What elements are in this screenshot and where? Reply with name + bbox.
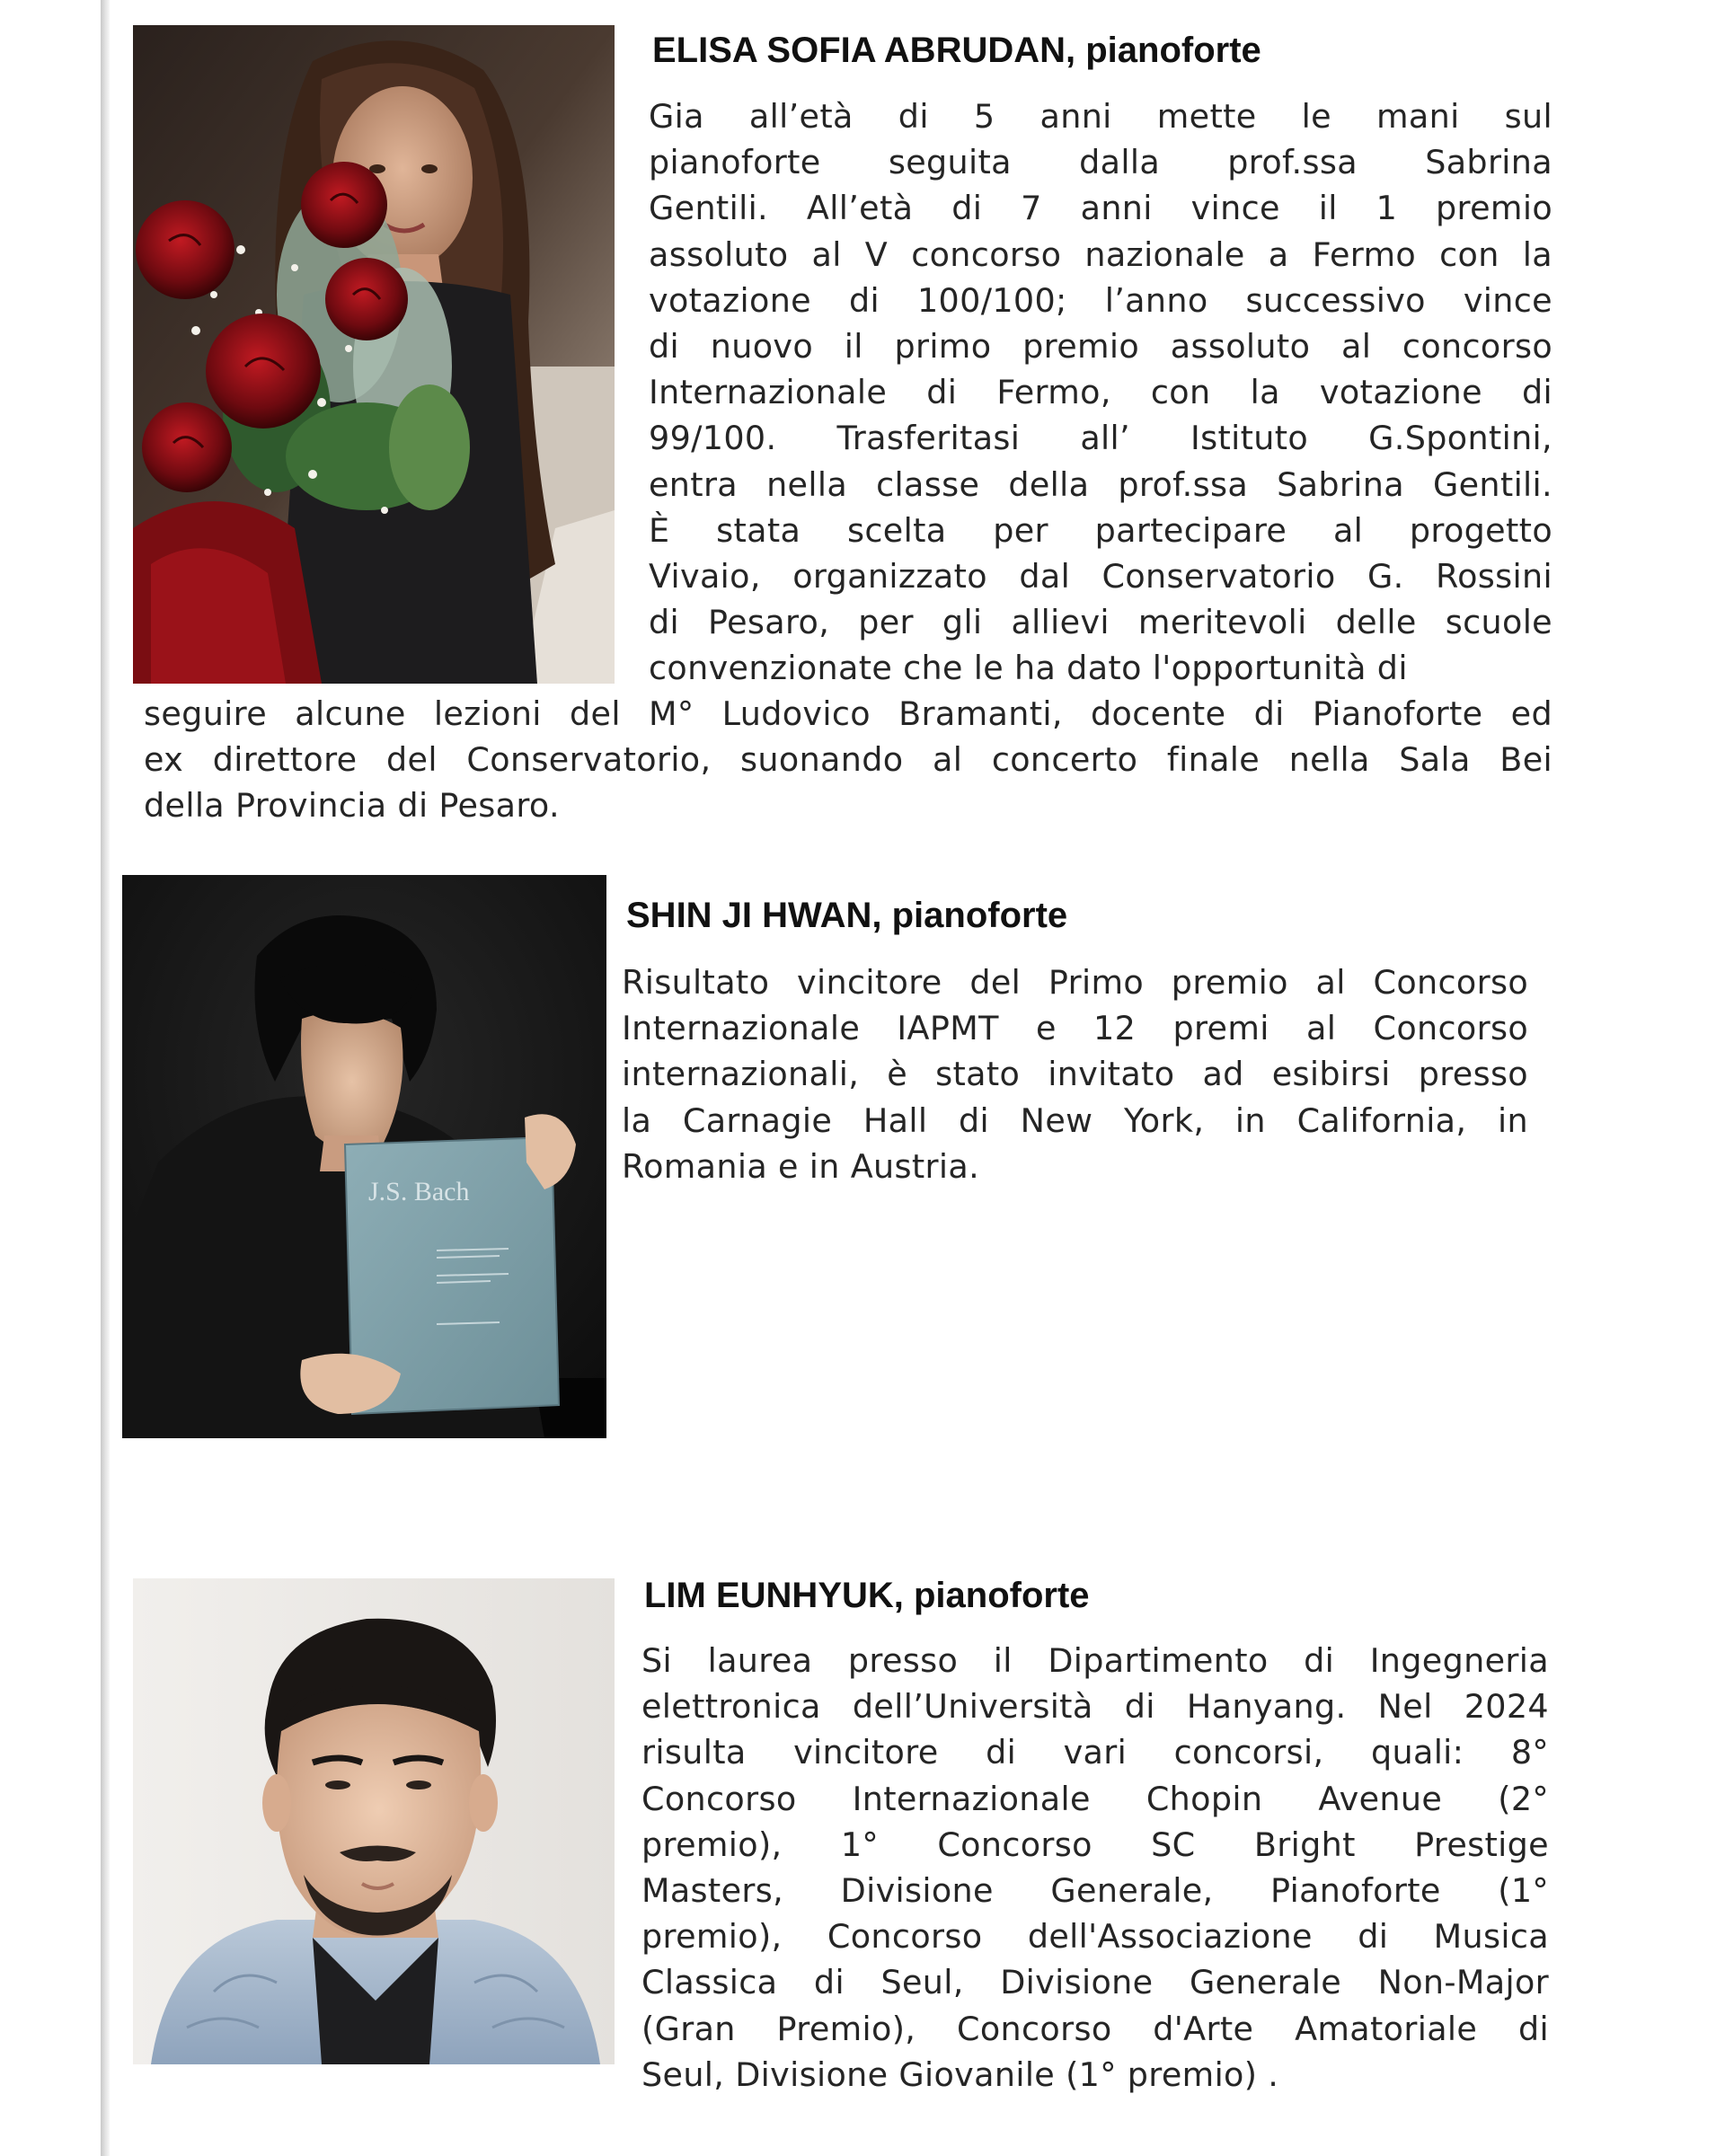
bio-line: Vivaio, organizzato dal Conservatorio G. Rossini <box>649 557 1552 596</box>
page-margin-rule <box>101 0 110 2156</box>
bio-line: risulta vincitore di vari concorsi, quali: 8° <box>641 1733 1549 1772</box>
bio-line: È stata scelta per partecipare al progetto <box>649 510 1552 550</box>
bio-line: la Carnagie Hall di New York, in California, in <box>622 1100 1528 1140</box>
bio-line: internazionali, è stato invitato ad esibirsi presso <box>622 1055 1528 1094</box>
bio-line: assoluto al V concorso nazionale a Fermo con la <box>649 234 1552 274</box>
bio-line: Risultato vincitore del Primo premio al Concorso <box>622 963 1528 1002</box>
performer-bio-abrudan-continued <box>144 691 1552 829</box>
bio-line: Internazionale IAPMT e 12 premi al Concorso <box>622 1009 1528 1048</box>
performer-photo-abrudan <box>133 25 615 684</box>
bio-line: 99/100. Trasferitasi all’ Istituto G.Spontini, <box>649 419 1552 458</box>
performer-name-abrudan: ELISA SOFIA ABRUDAN, pianoforte <box>652 31 1261 70</box>
bio-line: Seul, Divisione Giovanile (1° premio) . <box>641 2054 1279 2094</box>
bio-line: Classica di Seul, Divisione Generale Non-Major <box>641 1963 1549 2002</box>
bio-line: Internazionale di Fermo, con la votazione di <box>649 373 1552 412</box>
bio-line: pianoforte seguita dalla prof.ssa Sabrina <box>649 143 1552 182</box>
bio-line: Gia all’età di 5 anni mette le mani sul <box>649 97 1552 136</box>
bio-line: elettronica dell’Università di Hanyang. Nel 2024 <box>641 1687 1549 1727</box>
bio-line: premio), 1° Concorso SC Bright Prestige <box>641 1825 1549 1864</box>
bio-line: Si laurea presso il Dipartimento di Ingegneria <box>641 1641 1549 1680</box>
bio-line: votazione di 100/100; l’anno successivo vince <box>649 280 1552 320</box>
bio-line: Gentili. All’età di 7 anni vince il 1 premio <box>649 189 1552 228</box>
bio-line: Romania e in Austria. <box>622 1146 980 1186</box>
bio-line: (Gran Premio), Concorso d'Arte Amatoriale di <box>641 2009 1549 2048</box>
performer-name-lim: LIM EUNHYUK, pianoforte <box>644 1576 1090 1615</box>
bio-line: ex direttore del Conservatorio, suonando al concerto finale nella Sala Bei <box>144 740 1552 780</box>
score-title: J.S. Bach <box>368 1177 470 1206</box>
bio-line: premio), Concorso dell'Associazione di Musica <box>641 1917 1549 1957</box>
bio-line: seguire alcune lezioni del M° Ludovico Bramanti, docente di Pianoforte ed <box>144 694 1552 733</box>
performer-name-shin: SHIN JI HWAN, pianoforte <box>626 896 1068 935</box>
bio-line: convenzionate che le ha dato l'opportunità di <box>649 649 1408 688</box>
bio-line: Concorso Internazionale Chopin Avenue (2° <box>641 1779 1549 1818</box>
bio-line: Masters, Divisione Generale, Pianoforte (1° <box>641 1871 1549 1911</box>
performer-bio-shin <box>622 959 1528 1189</box>
bio-line: di Pesaro, per gli allievi meritevoli delle scuole <box>649 603 1552 642</box>
performer-bio-abrudan <box>649 93 1552 692</box>
bio-line: di nuovo il primo premio assoluto al concorso <box>649 327 1552 367</box>
performer-bio-lim <box>641 1638 1549 2098</box>
portrait-photo-man-with-score-icon <box>122 875 606 1438</box>
performer-photo-shin <box>122 875 606 1438</box>
bio-line: entra nella classe della prof.ssa Sabrina Gentili. <box>649 464 1552 504</box>
portrait-photo-woman-with-roses-icon <box>133 25 615 684</box>
bio-line: della Provincia di Pesaro. <box>144 786 560 826</box>
portrait-photo-man-denim-jacket-icon <box>133 1578 615 2064</box>
performer-photo-lim <box>133 1578 615 2064</box>
